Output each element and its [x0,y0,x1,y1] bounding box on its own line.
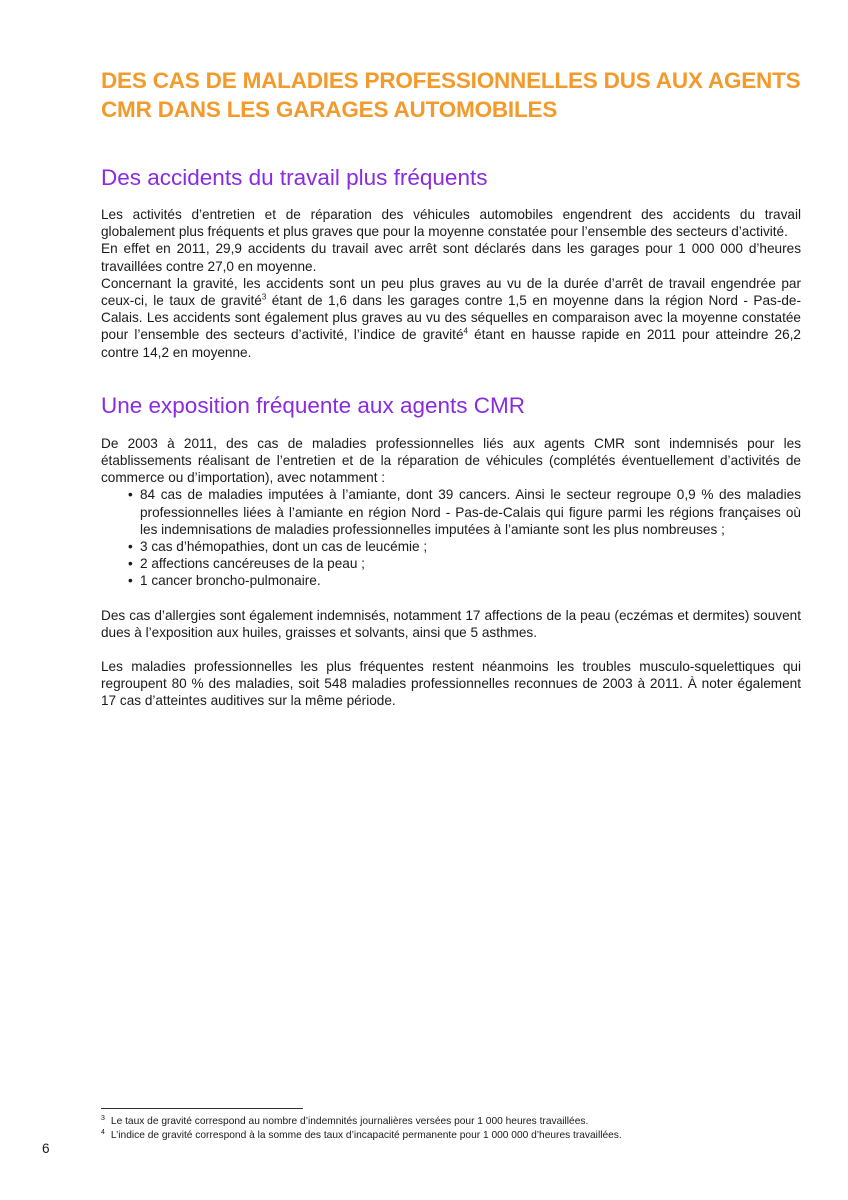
bullet-list-diseases [101,486,801,589]
list-item: • 3 cas d’hémopathies, dont un cas de leucémie ; [128,539,428,555]
bullet-icon: • [128,573,133,589]
main-title [101,66,801,124]
footnotes [101,1115,801,1143]
paragraph-tms: Les maladies professionnelles les plus fréquentes restent néanmoins les troubles musculo-squelettiques qui regroupent 80 % des maladies, soit 548 maladies professionnelles reconnues de 2003 à 2011. À noter également 17 cas d’atteintes auditives sur la même période. [101,659,801,709]
main-title-line2: CMR DANS LES GARAGES AUTOMOBILES [101,97,558,122]
list-item: • 2 affections cancéreuses de la peau ; [128,556,365,572]
bullet-icon: • [128,556,133,572]
list-item: • 84 cas de maladies imputées à l’amiante, dont 39 cancers. Ainsi le secteur regroupe 0,9 % des maladies professionnelles liées à l’amiante en région Nord - Pas-de-Calais qui figure parmi les régions françaises où les indemnisations de maladies professionnelles imputées à l’amiante sont les plus nombreuses ; [128,487,801,537]
bullet-icon: • [128,487,133,503]
section-accidents-body [101,206,801,361]
section-cmr-body [101,435,801,710]
paragraph-2011-accidents: En effet en 2011, 29,9 accidents du travail avec arrêt sont déclarés dans les garages pour 1 000 000 d’heures travaillées contre 27,0 en moyenne. [101,241,801,274]
page-number: 6 [42,1141,50,1156]
section-title-accidents: Des accidents du travail plus fréquents [101,165,488,190]
list-item: • 1 cancer broncho-pulmonaire. [128,573,321,589]
footnote-ref-4[interactable]: 4 [463,326,468,336]
bullet-icon: • [128,539,133,555]
paragraph-allergies: Des cas d’allergies sont également indemnisés, notamment 17 affections de la peau (eczémas et dermites) souvent dues à l’exposition aux huiles, graisses et solvants, ainsi que 5 asthmes. [101,607,801,640]
footnote-ref-3[interactable]: 3 [261,292,267,302]
page-content [101,66,801,710]
section-title-cmr-exposure: Une exposition fréquente aux agents CMR [101,392,525,418]
main-title-line1: DES CAS DE MALADIES PROFESSIONNELLES DUS AUX AGENTS [101,68,801,93]
paragraph-gravity: Concernant la gravité, les accidents sont un peu plus graves au vu de la durée d’arrêt de travail engendrée par ceux-ci, le taux de gravité$^3$ étant de 1,6 dans les garages contre 1,5 en moyenne dans la région Nord - Pas-de-Calais. Les accidents sont également plus graves au vu des séquelles en comparaison avec la moyenne constatée pour l’ensemble des secteurs d’activité, l’indice de gravité$^4$ étant en hausse rapide en 2011 pour atteindre 26,2 contre 14,2 en moyenne. [101,275,801,360]
footnote-divider [101,1108,303,1109]
footnote-4: $^4$ L’indice de gravité correspond à la somme des taux d’incapacité permanente pour 1 000 000 d’heures travaillées. [101,1128,622,1141]
paragraph-cmr-intro: De 2003 à 2011, des cas de maladies professionnelles liés aux agents CMR sont indemnisés pour les établissements réalisant de l’entretien et de la réparation de véhicules (complétés éventuellement d’activités de commerce ou d’importation), avec notamment : [101,435,801,486]
paragraph-activities: Les activités d’entretien et de réparation des véhicules automobiles engendrent des accidents du travail globalement plus fréquents et plus graves que pour la moyenne constatée pour l’ensemble des secteurs d’activité. [101,207,801,240]
footnote-3: $^3$ Le taux de gravité correspond au nombre d’indemnités journalières versées pour 1 000 heures travaillées. [101,1114,589,1127]
